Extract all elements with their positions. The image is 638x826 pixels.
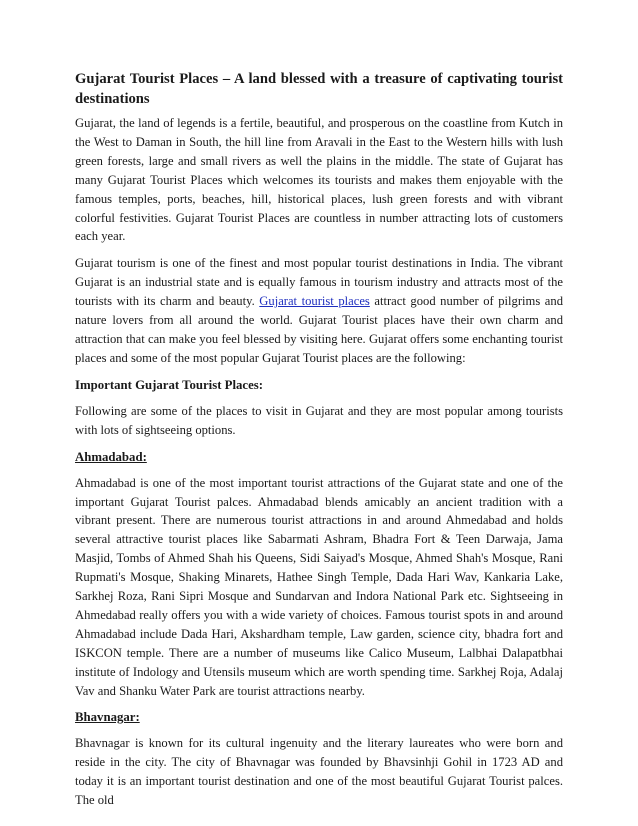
tourism-paragraph-text-before: Gujarat tourism is one of the finest and most popular tourist destinations in India. The vibrant Gujarat is an industrial state and is equally famous in tourism industry and attracts most of the tourists with its charm and beauty. [75, 256, 563, 309]
gujarat-tourist-places-link[interactable]: Gujarat tourist places [259, 294, 370, 309]
following-paragraph: Following are some of the places to visit in Gujarat and they are most popular among tourists with lots of sightseeing options. [75, 403, 563, 437]
document-page [75, 69, 563, 818]
tourism-paragraph-text-after: attract good number of pilgrims and nature lovers from all around the world. Gujarat Tourist places have their own charm and attraction that can make you feel blessed by visiting here. Gujarat offers some enchanting tourist places and some of the most popular Gujarat Tourist places are the following: [75, 294, 563, 365]
important-places-heading: Important Gujarat Tourist Places: [75, 377, 264, 392]
ahmadabad-paragraph: Ahmadabad is one of the most important tourist attractions of the Gujarat state and one of the important Gujarat Tourist palces. Ahmadabad blends amicably an ancient tradition with a vibrant present. There are numerous tourist attractions in and around Ahmedabad and holds several attractive tourist places like Sabarmati Ashram, Bhadra Fort & Teen Darwaja, Jama Masjid, Tombs of Ahmed Shah his Queens, Sidi Saiyad's Mosque, Ahmed Shah's Mosque, Rani Rupmati's Mosque, Shaking Minarets, Hathee Singh Temple, Dada Hari Wav, Kankaria Lake, Sarkhej Roza, Rani Sipri Mosque and Sundarvan and Indora National Park etc. Sightseeing in Ahmedabad really offers you with a wide variety of choices. Famous tourist spots in and around Ahmadabad include Dada Hari, Akshardham temple, Law garden, science city, bhadra fort and ISKCON temple. There are a number of museums like Calico Museum, Lalbhai Dalapatbhai institute of Indology and Utensils museum which are worth spending time. Sarkhej Roja, Adalaj Vav and Shanku Water Park are tourist attractions nearby. [75, 475, 563, 698]
bhavnagar-paragraph: Bhavnagar is known for its cultural ingenuity and the literary laureates who were born and reside in the city. The city of Bhavnagar was founded by Bhavsinhji Gohil in 1723 AD and today it is an important tourist destination and one of the most beautiful Gujarat Tourist palces. The old [75, 736, 563, 808]
tourism-paragraph [75, 254, 563, 367]
ahmadabad-heading: Ahmadabad: [75, 449, 147, 464]
bhavnagar-heading: Bhavnagar: [75, 710, 140, 725]
document-title: Gujarat Tourist Places – A land blessed with a treasure of captivating tourist destinations [75, 71, 563, 107]
intro-paragraph: Gujarat, the land of legends is a fertile, beautiful, and prosperous on the coastline from Kutch in the West to Daman in South, the hill line from Aravali in the East to the Western hills with lush green forests, large and small rivers as well the plains in the middle. The state of Gujarat has many Gujarat Tourist Places which welcomes its tourists and makes them enjoyable with the famous temples, ports, beaches, hill, historical places, lush green forests and with vibrant colorful festivities. Gujarat Tourist Places are countless in number attracting lots of customers each year. [75, 116, 563, 244]
